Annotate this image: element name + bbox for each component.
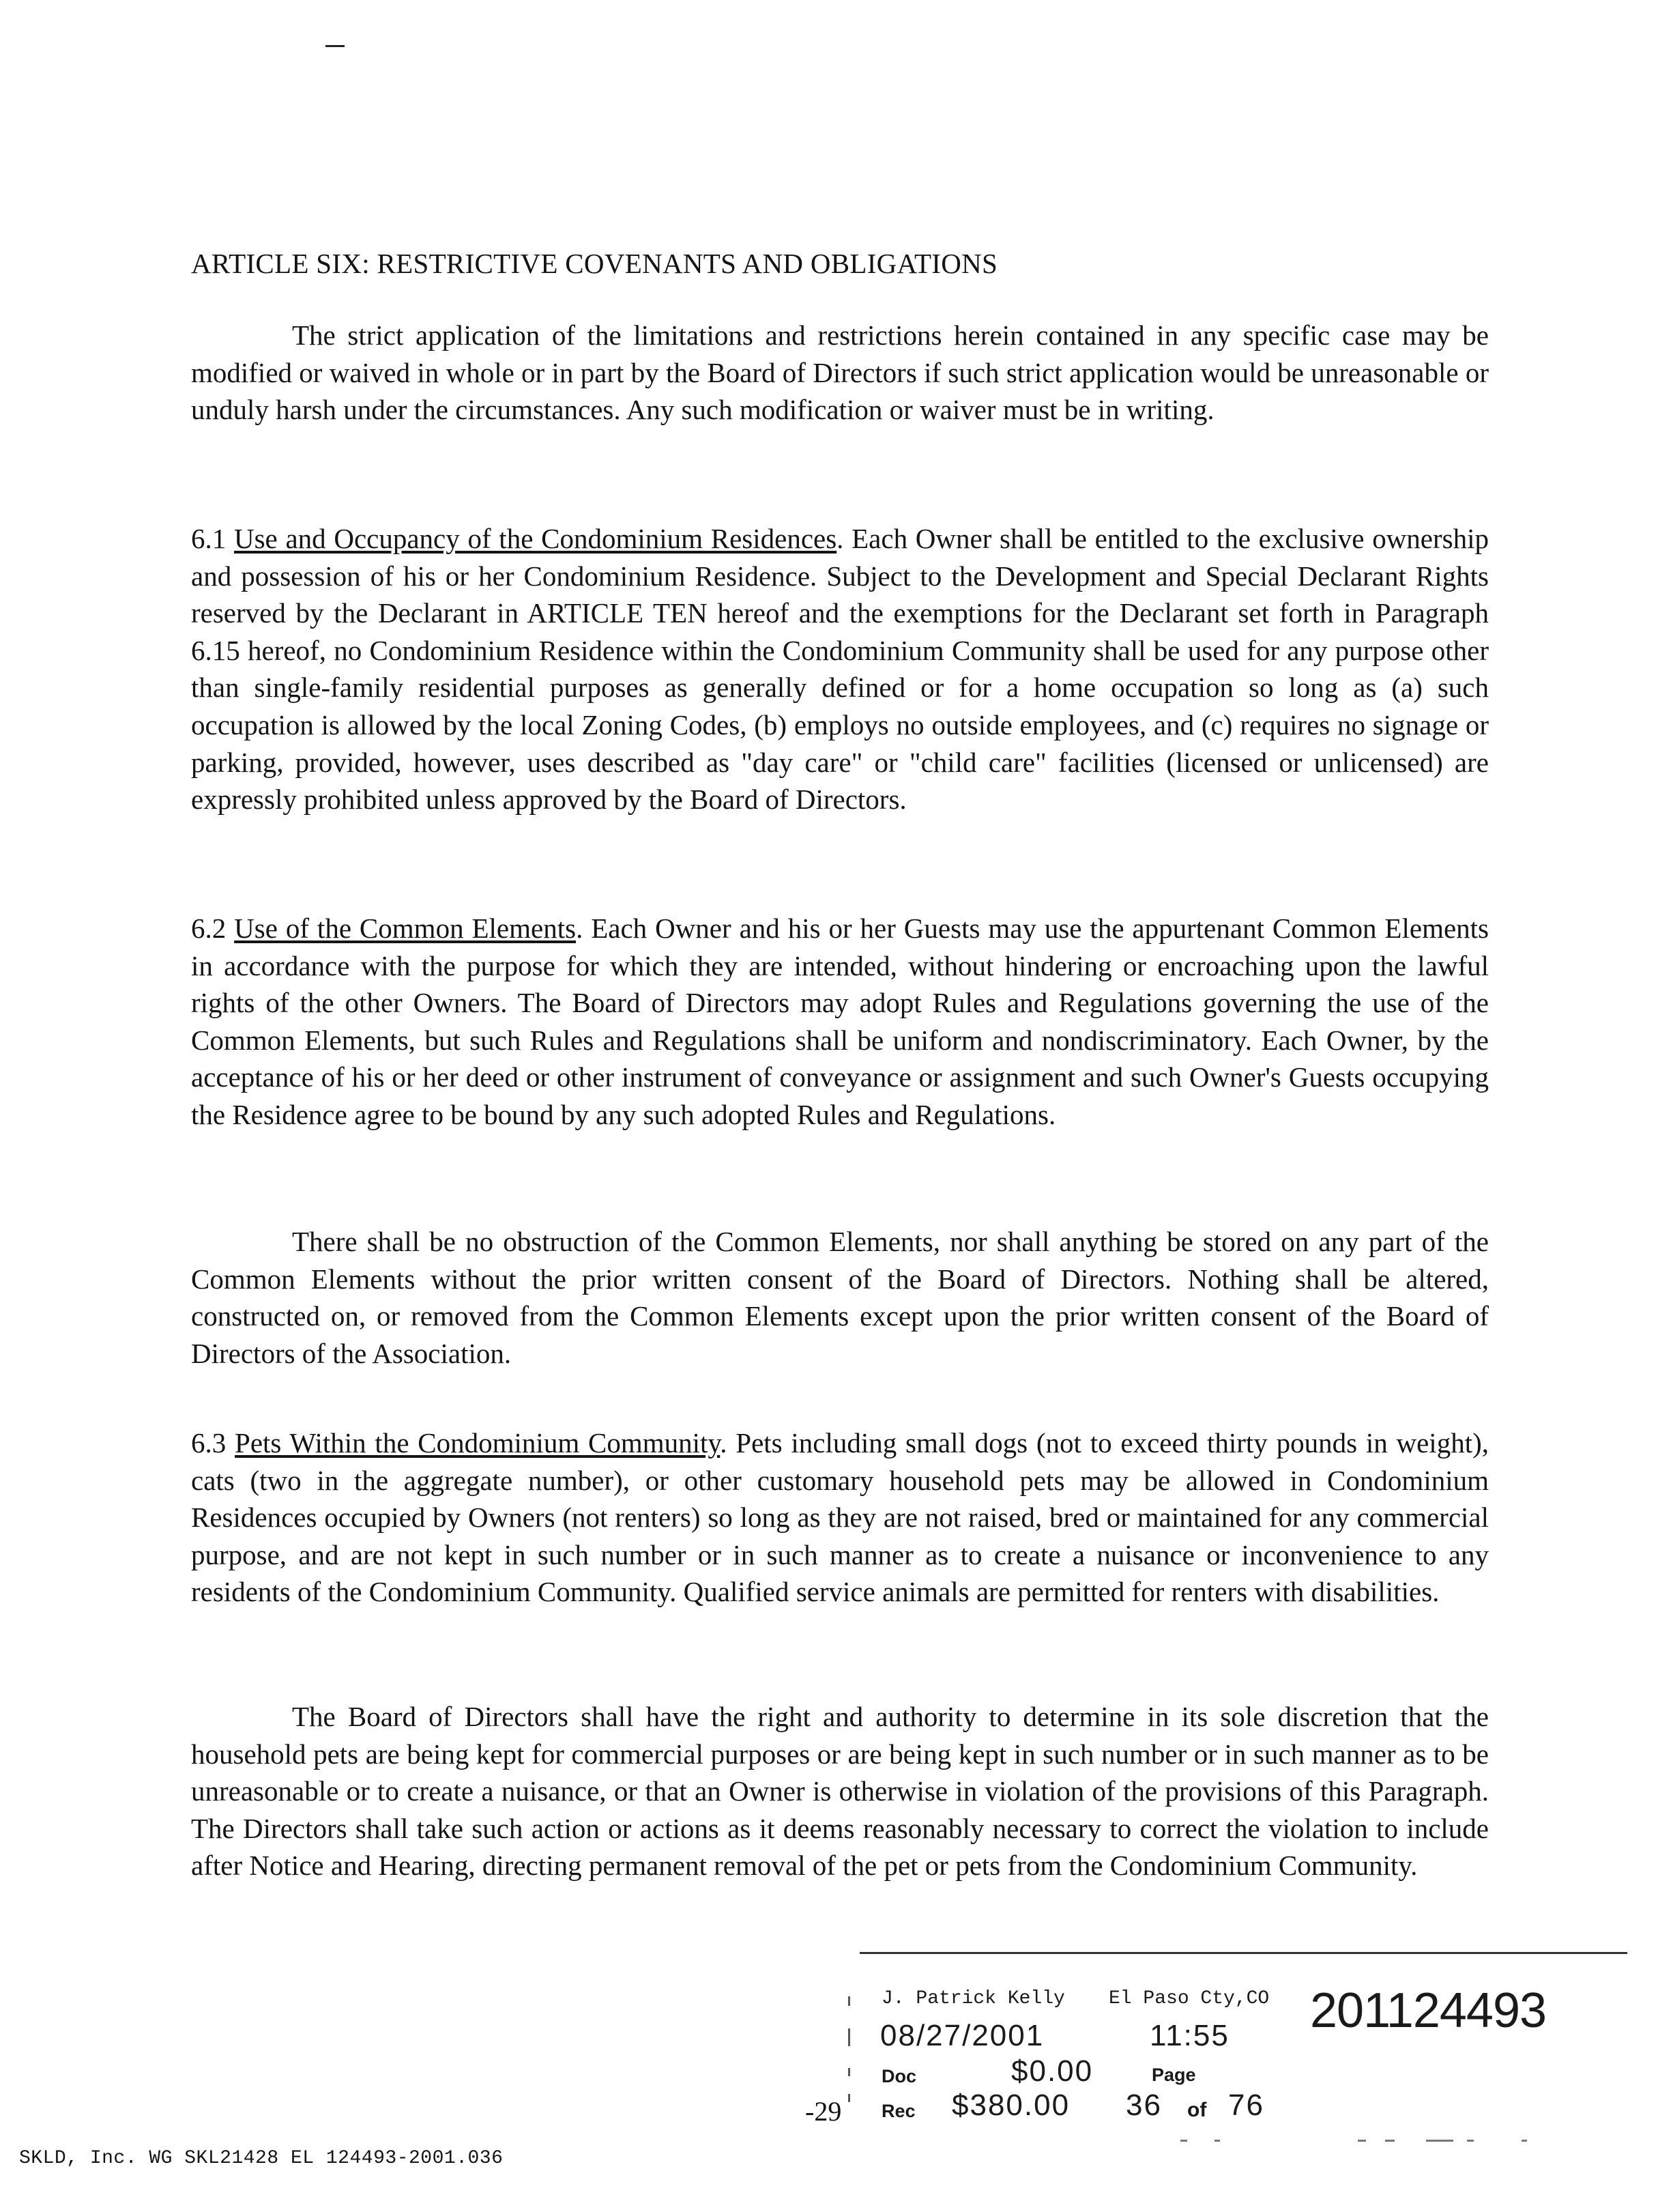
section-6-1 [191, 520, 1489, 818]
section-6-3 [191, 1424, 1489, 1611]
stamp-page-label: Page [1152, 2065, 1196, 2085]
page-number: -29 [805, 2096, 842, 2127]
section-number: 6.1 [191, 523, 227, 554]
article-title: ARTICLE SIX: RESTRICTIVE COVENANTS AND OBLIGATIONS [191, 248, 998, 279]
section-number: 6.3 [191, 1427, 227, 1459]
section-body: . Each Owner shall be entitled to the exclusive ownership and possession of his or her Condominium Residence. Subject to the Development and Special Declarant Rights reserved by the Declarant in ARTICLE TEN hereof and the exemptions for the Declarant set forth in Paragraph 6.15 hereof, no Condominium Residence within the Condominium Community shall be used for any purpose other than single-family residential purposes as generally defined or for a home occupation so long as (a) such occupation is allowed by the local Zoning Codes, (b) employs no outside employees, and (c) requires no signage or parking, provided, however, uses described as "day care" or "child care" facilities (licensed or unlicensed) are expressly prohibited unless approved by the Board of Directors. [191, 523, 1489, 816]
section-heading: Use of the Common Elements [234, 913, 577, 944]
stamp-rec-label: Rec [882, 2101, 916, 2121]
stamp-rec-fee: $380.00 [952, 2088, 1071, 2122]
intro-paragraph: The strict application of the limitations and restrictions herein contained in any specific case may be modified or waived in whole or in part by the Board of Directors if such strict application would be unreasonable or unduly harsh under the circumstances. Any such modification or waiver must be in writing. [191, 319, 1489, 426]
stamp-time: 11:55 [1150, 2019, 1230, 2052]
scan-speck [1180, 2140, 1187, 2142]
stamp-reception-number: 201124493 [1310, 1983, 1547, 2038]
stamp-tick [848, 2028, 850, 2046]
stamp-of-label: of [1187, 2099, 1207, 2121]
stamp-rule [860, 1952, 1627, 1954]
scan-mark [325, 45, 345, 47]
section-6-2-paragraph-2: There shall be no obstruction of the Common Elements, nor shall anything be stored on any part of the Common Elements without the prior written consent of the Board of Directors. Nothing shall be altered, constructed on, or removed from the Common Elements except upon the prior written consent of the Board of Directors of the Association. [191, 1226, 1489, 1369]
stamp-date: 08/27/2001 [880, 2019, 1045, 2052]
section-body: . Pets including small dogs (not to exceed thirty pounds in weight), cats (two in the aggregate number), or other customary household pets may be allowed in Condominium Residences occupied by Owners (not renters) so long as they are not raised, bred or maintained for any commercial purpose, and are not kept in such number or in such manner as to create a nuisance or inconvenience to any residents of the Condominium Community. Qualified service animals are permitted for renters with disabilities. [191, 1427, 1489, 1608]
scan-speck [1358, 2140, 1366, 2142]
scan-speck [1522, 2140, 1527, 2142]
stamp-page-number: 36 [1126, 2088, 1162, 2122]
scan-speck [1385, 2140, 1395, 2142]
stamp-tick [848, 2068, 850, 2076]
scan-speck [1215, 2140, 1220, 2142]
stamp-tick [848, 2094, 850, 2102]
scan-speck [1426, 2140, 1453, 2142]
section-heading: Pets Within the Condominium Community [235, 1427, 721, 1459]
section-body: . Each Owner and his or her Guests may use the appurtenant Common Elements in accordance with the purpose for which they are intended, without hindering or encroaching upon the lawful rights of the other Owners. The Board of Directors may adopt Rules and Regulations governing the use of the Common Elements, but such Rules and Regulations shall be uniform and nondiscriminatory. Each Owner, by the acceptance of his or her deed or other instrument of conveyance or assignment and such Owner's Guests occupying the Residence agree to be bound by any such adopted Rules and Regulations. [191, 913, 1489, 1130]
section-6-2 [191, 910, 1489, 1134]
section-heading: Use and Occupancy of the Condominium Residences [233, 523, 837, 554]
stamp-tick [848, 1996, 850, 2006]
stamp-doc-label: Doc [882, 2066, 917, 2086]
section-6-3-paragraph-2: The Board of Directors shall have the right and authority to determine in its sole discretion that the household pets are being kept for commercial purposes or are being kept in such number or in such manner as to be unreasonable or to create a nuisance, or that an Owner is otherwise in violation of the provisions of this Paragraph. The Directors shall take such action or actions as it deems reasonably necessary to correct the violation to include after Notice and Hearing, directing permanent removal of the pet or pets from the Condominium Community. [191, 1701, 1489, 1882]
footer-reference: SKLD, Inc. WG SKL21428 EL 124493-2001.036 [19, 2148, 504, 2169]
stamp-county: El Paso Cty,CO [1109, 1988, 1270, 2009]
scan-speck [1467, 2140, 1474, 2142]
stamp-doc-fee: $0.00 [1011, 2054, 1094, 2088]
section-number: 6.2 [191, 913, 227, 944]
stamp-recorder: J. Patrick Kelly [882, 1988, 1065, 2009]
stamp-page-total: 76 [1228, 2088, 1264, 2122]
